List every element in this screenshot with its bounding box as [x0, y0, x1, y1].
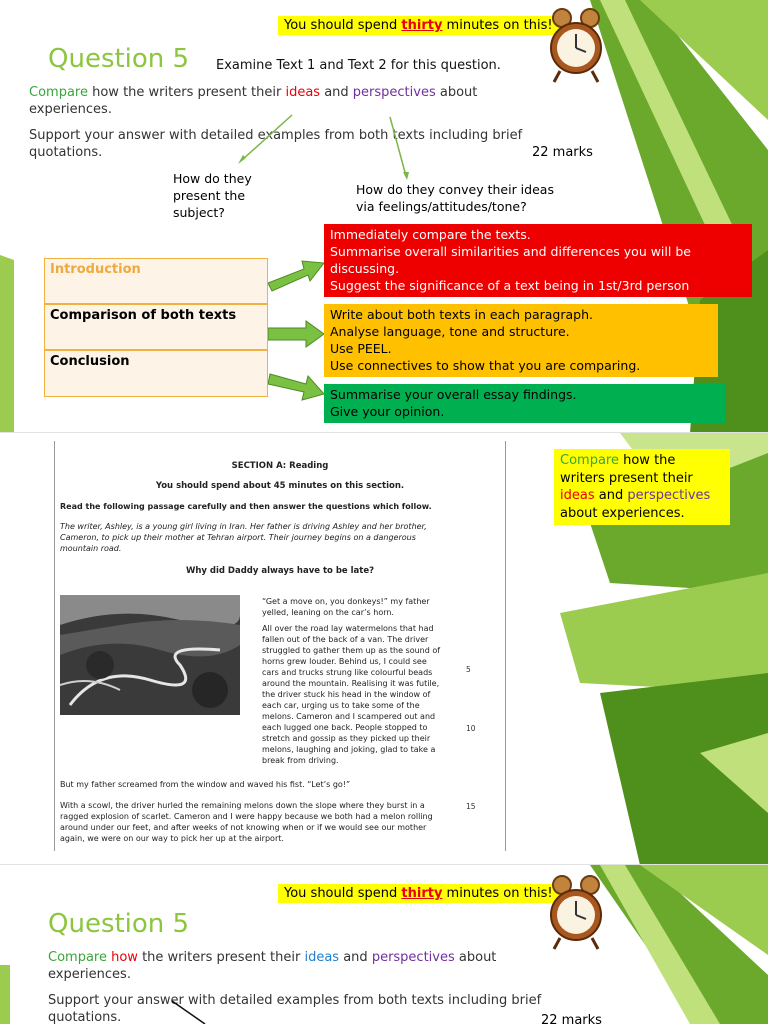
question-prompt: Compare how the writers present their ideas and perspectives about experiences.	[48, 950, 497, 982]
table-row-comparison: Comparison of both texts	[44, 304, 268, 350]
question-prompt: Compare how the writers present their ideas and perspectives about experiences.	[29, 85, 478, 117]
question-title: Question 5	[48, 44, 190, 74]
comparison-guidance-box: Write about both texts in each paragraph. Analyse language, tone and structure. Use PEEL. Use connectives to show that you are comparing.	[324, 304, 718, 377]
essay-structure-table	[44, 258, 268, 397]
arrow-intro-icon	[268, 255, 326, 295]
note-tone: How do they convey their ideas via feelings/attitudes/tone?	[356, 182, 554, 214]
line-number: 15	[466, 802, 476, 811]
read-instruction: Read the following passage carefully and then answer the questions which follow.	[60, 502, 432, 511]
line-number: 5	[466, 665, 471, 674]
annotation-arrow	[0, 865, 768, 1024]
passage-intro: The writer, Ashley, is a young girl living in Iran. Her father is driving Ashley and her brother, Cameron, to pick up their mother at Tehran airport. Their journey begins on a dangerous mountain road.	[60, 522, 427, 553]
time-instruction: You should spend about 45 minutes on this section.	[155, 481, 405, 491]
arrow-comparison-icon	[268, 320, 326, 348]
story-title: Why did Daddy always have to be late?	[185, 566, 375, 576]
passage-paragraph-4: With a scowl, the driver hurled the remaining melons down the slope where they burst in a ragged explosion of scarlet. Cameron and I were happy because we both had a melon rolling around under our feet, and after weeks of not knowing when or if we would see our mother again, we were on our way to pick her up at the airport.	[60, 801, 433, 843]
mountain-road-photo	[60, 595, 240, 715]
slide-reading-passage	[0, 433, 768, 865]
time-banner: You should spend thirty minutes on this!	[278, 16, 559, 35]
conclusion-guidance-box: Summarise your overall essay findings. Give your opinion.	[324, 384, 726, 423]
table-row-introduction: Introduction	[44, 258, 268, 304]
note-subject: How do they present the subject?	[173, 171, 252, 220]
question-callout: Compare how the writers present their ideas and perspectives about experiences.	[554, 449, 730, 525]
section-heading: SECTION A: Reading	[231, 461, 329, 471]
marks-label: 22 marks	[541, 1013, 602, 1024]
support-text: Support your answer with detailed examples from both texts including brief quotations.	[48, 993, 542, 1024]
question-title: Question 5	[48, 909, 190, 939]
passage-paragraph-3: But my father screamed from the window and waved his fist. “Let’s go!”	[60, 780, 351, 789]
marks-label: 22 marks	[532, 145, 593, 160]
passage-paragraph-1: “Get a move on, you donkeys!” my father yelled, leaning on the car’s horn.	[262, 597, 430, 617]
exam-passage-page	[54, 441, 506, 861]
table-row-conclusion: Conclusion	[44, 350, 268, 397]
intro-guidance-box: Immediately compare the texts. Summarise overall similarities and differences you will be discussing. Suggest the significance of a text being in 1st/3rd person	[324, 224, 752, 297]
arrow-conclusion-icon	[268, 370, 326, 406]
instruction-text: Examine Text 1 and Text 2 for this question.	[216, 58, 501, 73]
slide-question-5-repeat	[0, 865, 768, 1024]
line-number: 10	[466, 724, 476, 733]
slide-question-5-structure	[0, 0, 768, 433]
time-banner: You should spend thirty minutes on this!	[278, 884, 559, 903]
support-text: Support your answer with detailed examples from both texts including brief quotations.	[29, 128, 523, 160]
passage-paragraph-2: All over the road lay watermelons that had fallen out of the back of a van. The driver struggled to gather them up as the sound of horns grew louder. Behind us, I could see cars and trucks strung like colourful beads around the mountain. Realising it was futile, the driver stuck his head in the window of each car, urging us to take some of the melons. Cameron and I scampered out and each lugged one back. People stopped to stretch and gossip as they picked up their melons, laughing and joking, glad to take a break from driving.	[262, 624, 441, 765]
